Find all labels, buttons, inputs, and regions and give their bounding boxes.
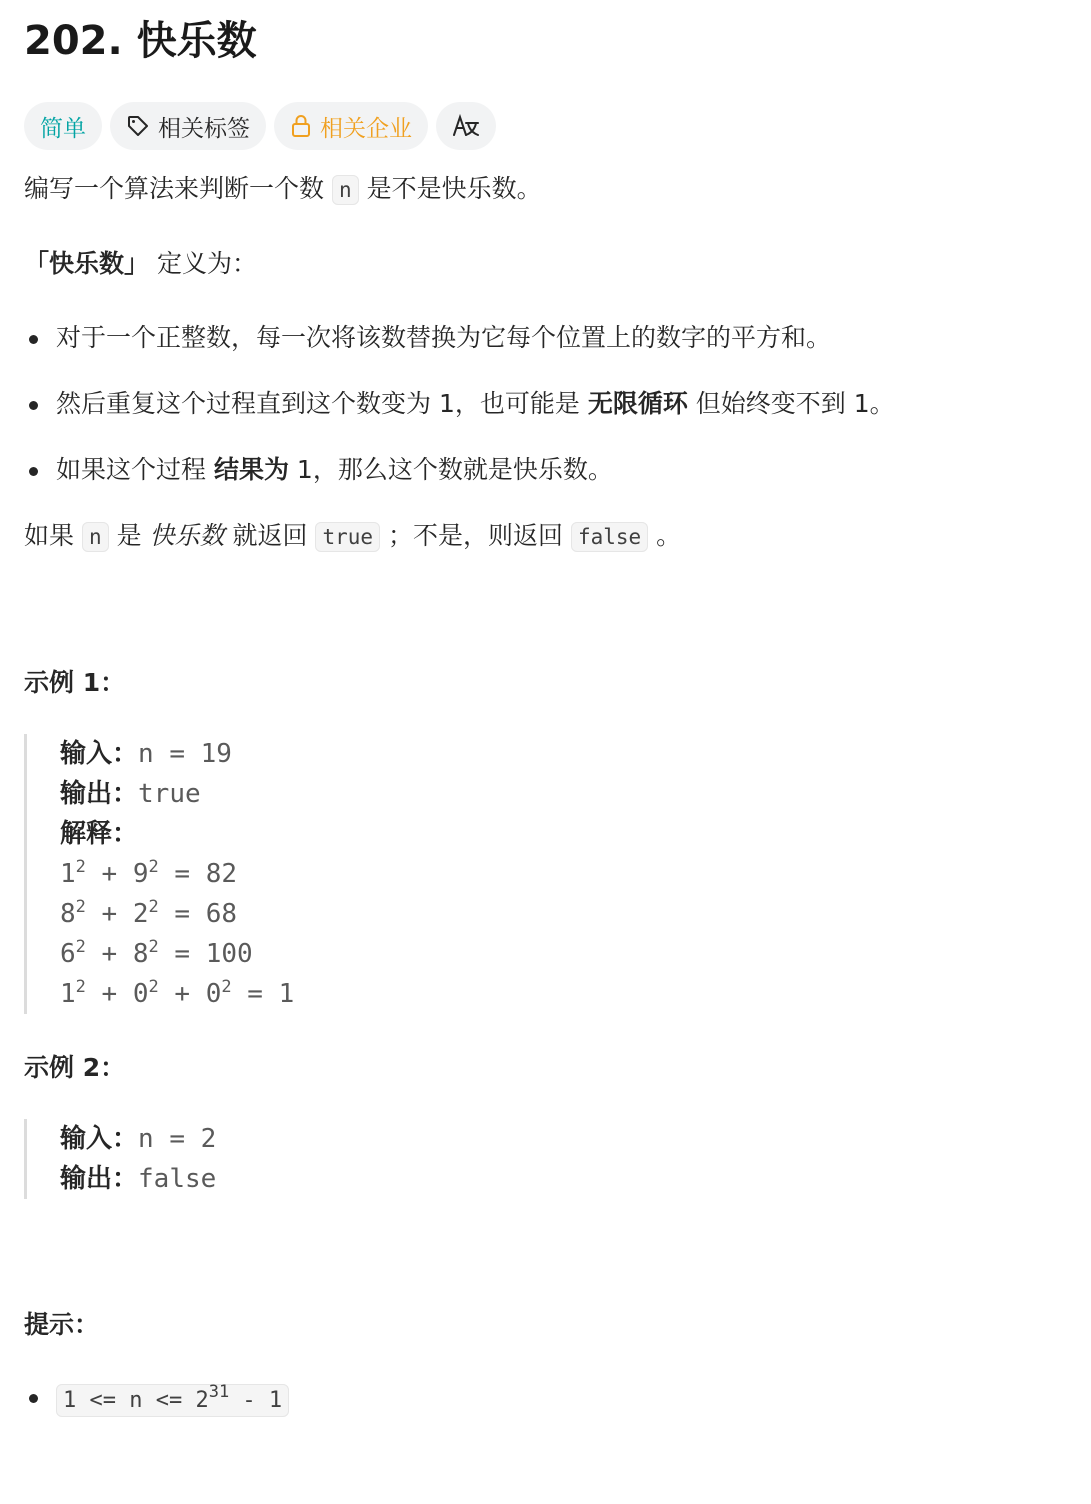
related-companies-button[interactable]	[274, 102, 428, 150]
inline-code-n: n	[82, 522, 109, 552]
related-tags-button[interactable]	[110, 102, 266, 150]
example-2-heading: 示例 2：	[24, 1053, 126, 1082]
problem-title: 202. 快乐数	[24, 18, 257, 64]
description-paragraph-4: 如果 n 是 快乐数 就返回 true ；不是，则返回 false 。	[24, 521, 682, 550]
difficulty-label: 简单	[40, 115, 86, 142]
list-item: 如果这个过程 结果为 1，那么这个数就是快乐数。	[24, 452, 1067, 488]
tag-bar	[24, 102, 1067, 150]
list-item: 然后重复这个过程直到这个数变为 1，也可能是 无限循环 但始终变不到 1。	[24, 386, 1067, 422]
explanation-line: $1^2 + 0^2 + 0^2 = 1$	[60, 977, 295, 1009]
translate-button[interactable]	[436, 102, 496, 150]
rules-list	[24, 320, 1067, 488]
constraint-code: $1 <= n <= 2^{31} - 1$	[56, 1384, 289, 1417]
related-tags-label: 相关标签	[158, 115, 250, 142]
description-paragraph-1: 编写一个算法来判断一个数 n 是不是快乐数。	[24, 174, 542, 203]
example-output: 输出：true	[60, 779, 201, 809]
example-1-block	[24, 734, 1067, 1014]
explanation-line: $8^2 + 2^2 = 68$	[60, 897, 238, 929]
lock-icon	[290, 114, 312, 138]
hints-list	[24, 1379, 1067, 1421]
related-companies-label: 相关企业	[320, 115, 412, 142]
explanation-line: $6^2 + 8^2 = 100$	[60, 937, 253, 969]
explanation-line: $1^2 + 9^2 = 82$	[60, 857, 238, 889]
example-1-heading: 示例 1：	[24, 668, 126, 697]
list-item: 对于一个正整数，每一次将该数替换为它每个位置上的数字的平方和。	[24, 320, 1067, 356]
example-explanation-label: 解释：	[60, 819, 139, 849]
translate-icon	[452, 113, 480, 139]
example-2-block	[24, 1119, 1067, 1199]
example-output: 输出：false	[60, 1164, 217, 1194]
inline-code-false: false	[571, 522, 648, 552]
example-input: 输入：n = 2	[60, 1124, 217, 1154]
problem-page	[24, 10, 1067, 1421]
example-input: 输入：n = 19	[60, 739, 232, 769]
tag-icon	[126, 114, 150, 138]
inline-code-n: n	[332, 175, 359, 205]
hints-heading: 提示：	[24, 1310, 100, 1339]
list-item	[24, 1379, 1067, 1421]
difficulty-badge[interactable]	[24, 102, 102, 150]
description-paragraph-2: 「快乐数」 定义为：	[24, 249, 257, 278]
inline-code-true: true	[315, 522, 380, 552]
